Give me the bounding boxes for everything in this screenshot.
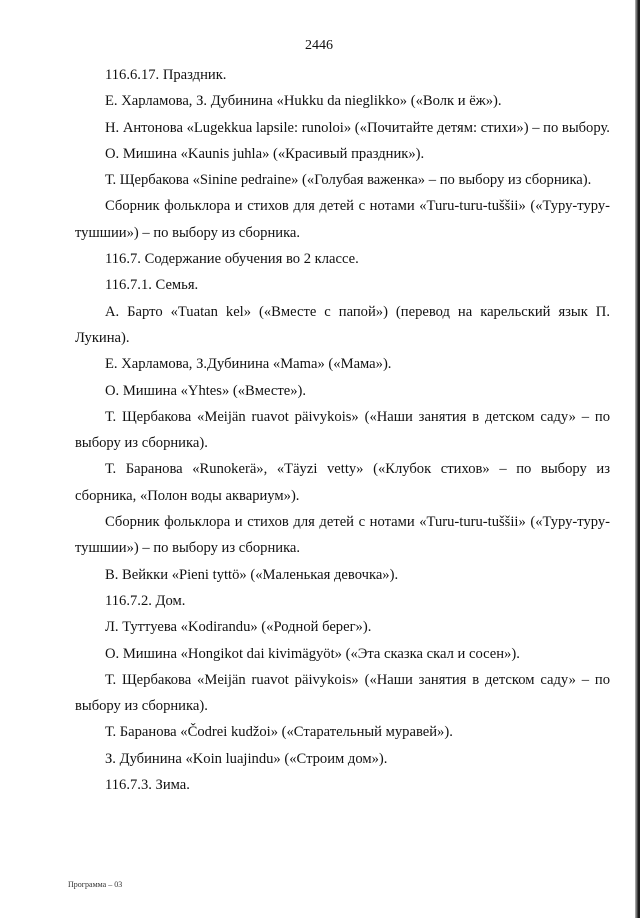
page-number: 2446 [305,38,333,53]
section-heading: 116.7.1. Семья. [105,277,199,294]
section-heading: 116.7. Содержание обучения во 2 классе. [105,251,359,268]
text-paragraph: О. Мишина «Hongikot dai kivimägyöt» («Эта сказка скал и сосен»). [105,645,520,662]
text-paragraph: Т. Баранова «Runokerä», «Täyzi vetty» («Клубок стихов» – по выбору из сборника, «Полон воды аквариум»). [75,461,610,504]
text-paragraph: Т. Щербакова «Meijän ruavot päivykois» («Наши занятия в детском саду» – по выбору из сборника). [75,671,610,715]
footer-note: Программа – 03 [68,880,123,889]
text-paragraph: О. Мишина «Yhtes» («Вместе»). [105,382,306,399]
text-paragraph: З. Дубинина «Koin luajindu» («Строим дом»). [105,750,388,767]
text-paragraph: О. Мишина «Kaunis juhla» («Красивый праздник»). [105,145,425,162]
text-paragraph: Н. Антонова «Lugekkua lapsile: runoloi» («Почитайте детям: стихи») – по выбору. [105,119,610,136]
text-paragraph: Е. Харламова, З. Дубинина «Hukku da nieglikko» («Волк и ёж»). [105,93,502,110]
text-paragraph: В. Вейкки «Pieni tyttö» («Маленькая девочка»). [105,566,399,583]
text-paragraph: Л. Туттуева «Kodirandu» («Родной берег»). [105,619,372,636]
text-paragraph: Сборник фольклора и стихов для детей с нотами «Turu-turu-tuššii» («Туру-туру-тушшии») – по выбору из сборника. [75,514,610,557]
text-paragraph: Сборник фольклора и стихов для детей с нотами «Turu-turu-tuššii» («Туру-туру-тушшии») – по выбору из сборника. [75,198,610,241]
scan-edge-shadow [635,0,638,918]
text-paragraph: Т. Баранова «Čodrei kudžoi» («Старательный муравей»). [105,724,453,741]
text-paragraph: Т. Щербакова «Meijän ruavot päivykois» («Наши занятия в детском саду» – по выбору из сборника). [75,408,610,452]
text-paragraph: А. Барто «Tuatan kel» («Вместе с папой») (перевод на карельский язык П. Лукина). [75,303,610,346]
section-heading: 116.7.3. Зима. [105,777,190,794]
text-paragraph: Т. Щербакова «Sinine pedraine» («Голубая важенка» – по выбору из сборника). [105,172,592,189]
section-heading: 116.6.17. Праздник. [105,67,227,83]
text-paragraph: Е. Харламова, З.Дубинина «Mama» («Мама»). [105,356,392,373]
document-body [75,62,610,798]
section-heading: 116.7.2. Дом. [105,592,186,609]
